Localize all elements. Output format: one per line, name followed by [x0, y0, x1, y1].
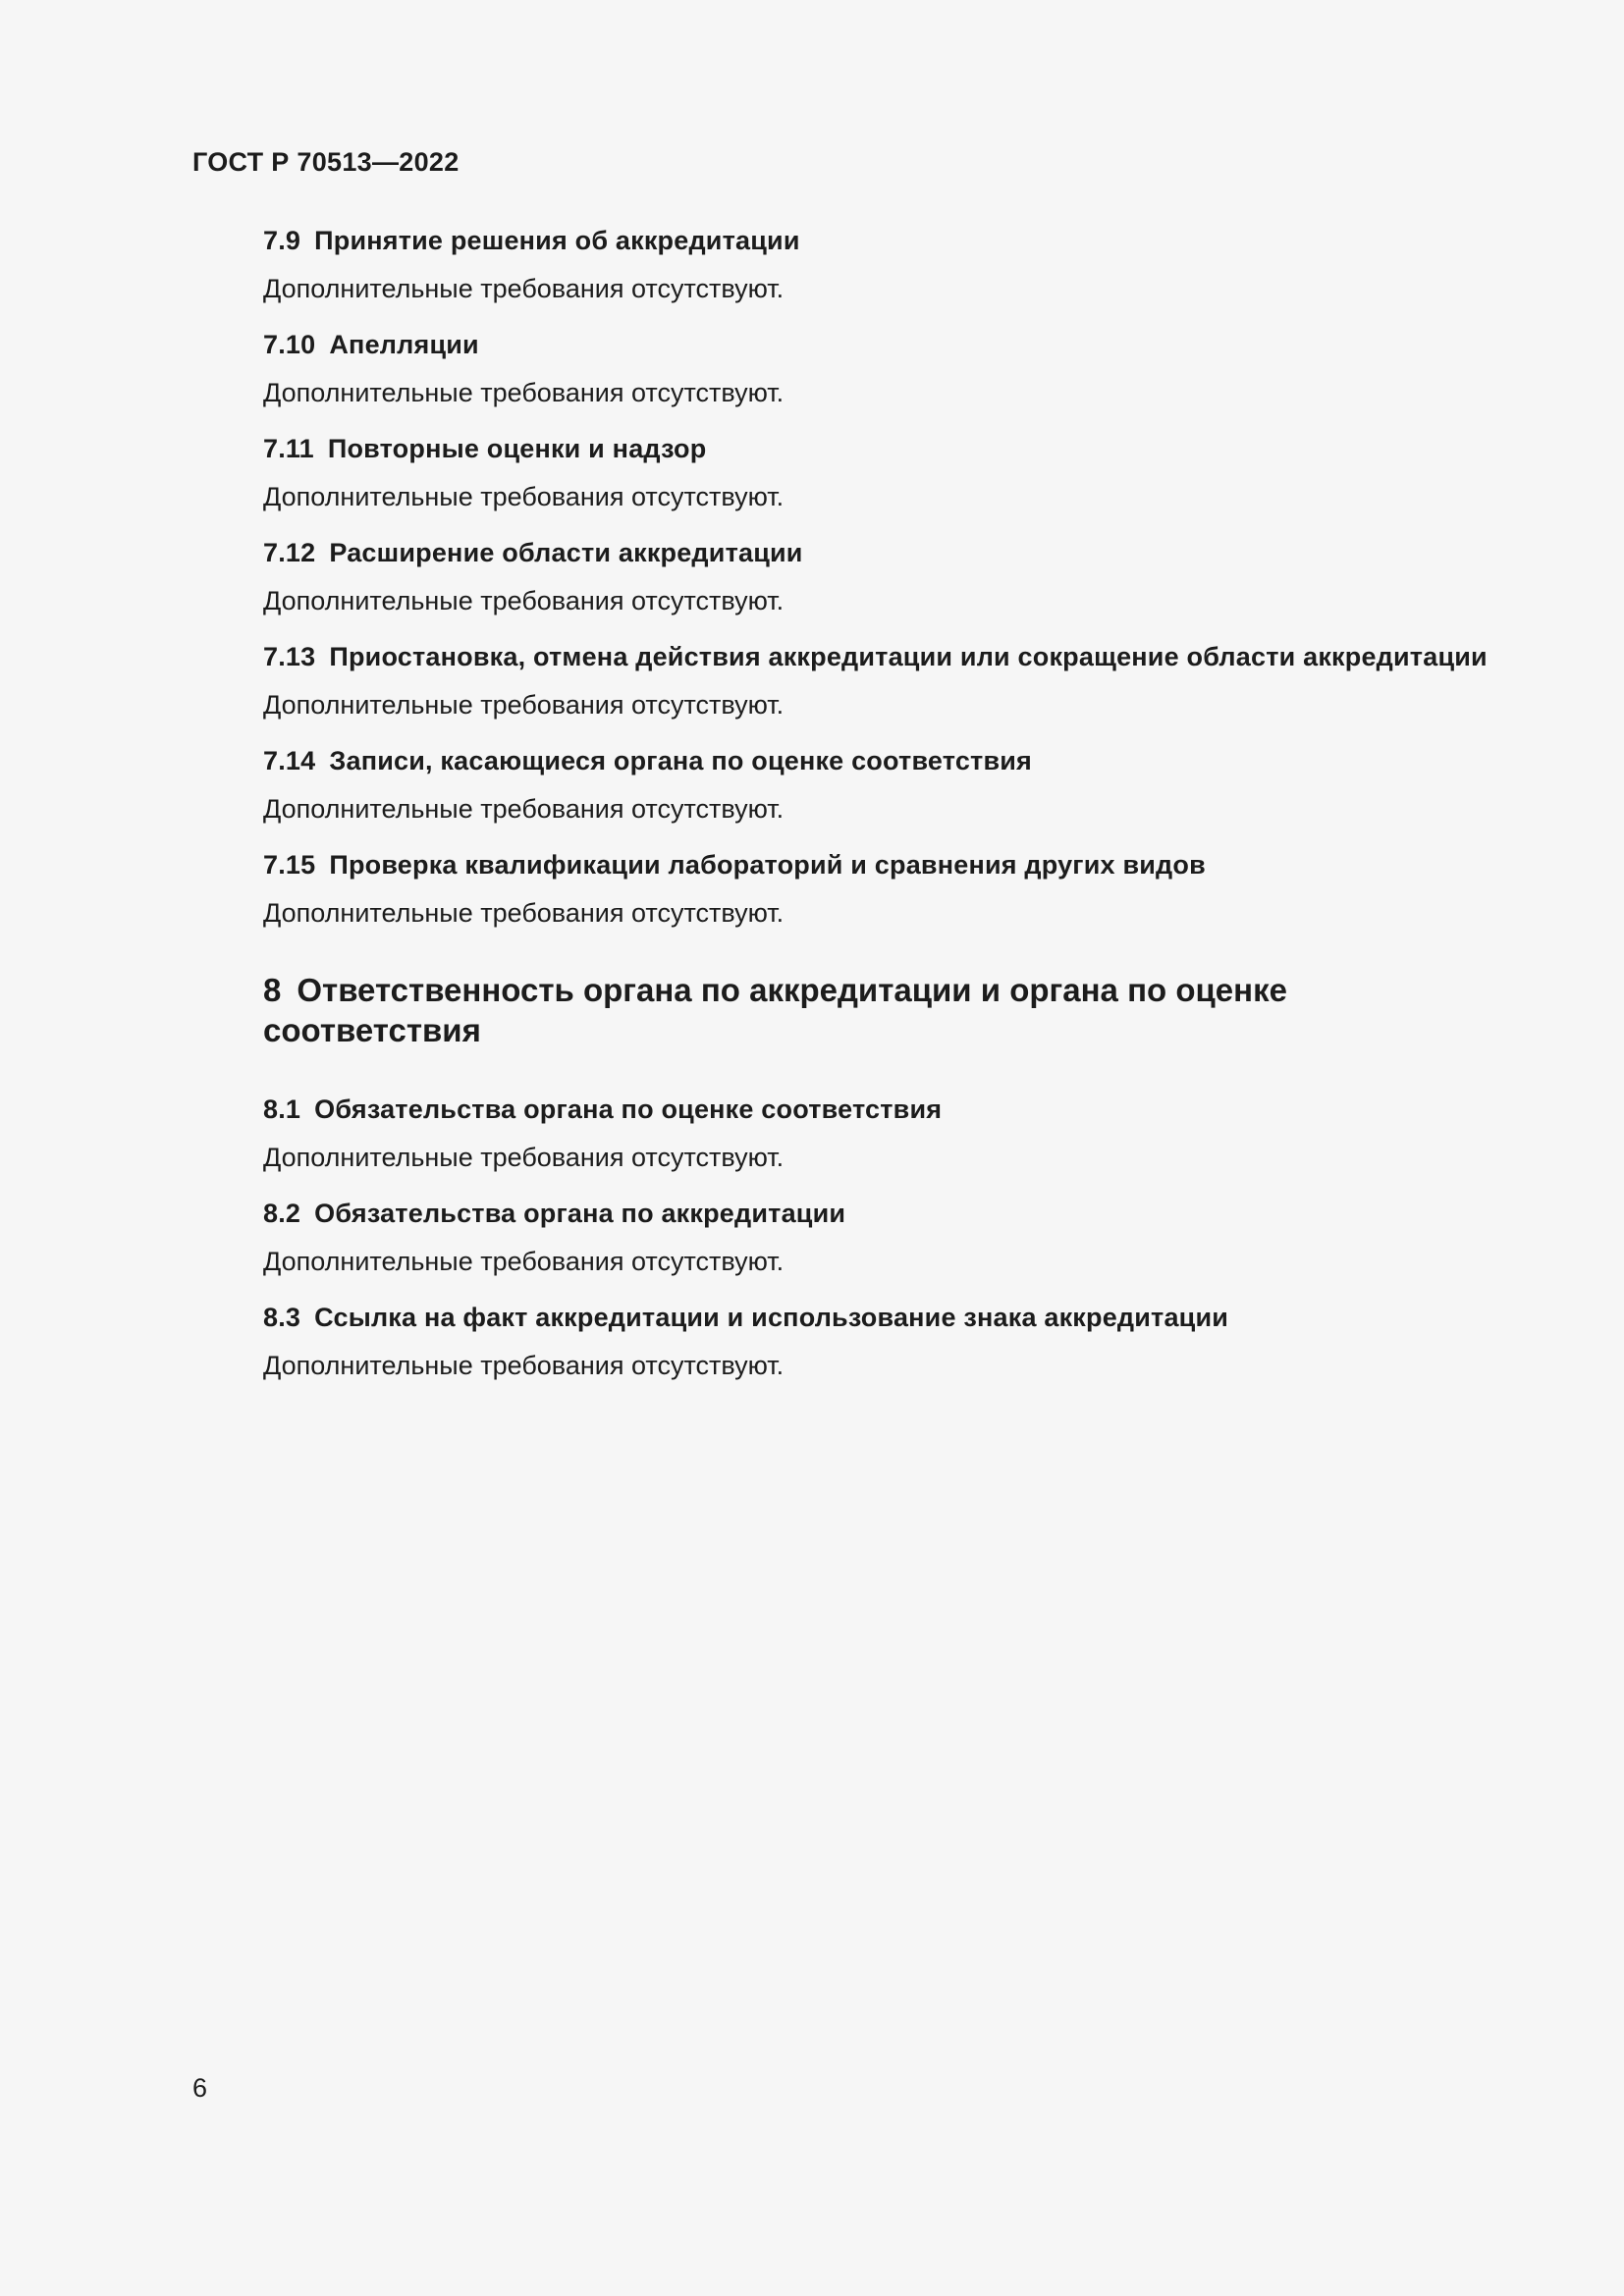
clause-number: 8.2	[263, 1199, 301, 1228]
clause-7-15	[263, 850, 1206, 928]
clause-8-1	[263, 1095, 943, 1172]
section-8	[263, 970, 1441, 1050]
section-heading	[263, 970, 1441, 1050]
clause-title: Расширение области аккредитации	[329, 538, 803, 567]
clause-heading	[263, 850, 1206, 881]
clause-heading	[263, 1303, 1228, 1333]
clause-7-14	[263, 746, 1033, 824]
clause-heading	[263, 330, 479, 360]
clause-number: 8.1	[263, 1095, 301, 1124]
clause-8-2	[263, 1199, 846, 1276]
clause-title: Проверка квалификации лабораторий и сравнения других видов	[329, 850, 1206, 880]
clause-7-12	[263, 538, 803, 615]
clause-body: Дополнительные требования отсутствуют.	[263, 690, 785, 720]
clause-heading	[263, 642, 1488, 672]
clause-number: 7.14	[263, 746, 316, 775]
clause-title: Повторные оценки и надзор	[327, 434, 707, 463]
clause-title: Принятие решения об аккредитации	[314, 226, 800, 255]
clause-number: 7.11	[263, 434, 314, 463]
clause-title: Апелляции	[329, 330, 479, 359]
clause-heading	[263, 434, 706, 464]
page-number: 6	[192, 2073, 208, 2103]
clause-title: Обязательства органа по оценке соответствия	[314, 1095, 943, 1124]
section-title-line2: соответствия	[263, 1012, 481, 1048]
clause-heading	[263, 746, 1032, 776]
clause-heading	[263, 538, 803, 568]
section-number: 8	[263, 972, 282, 1008]
clause-7-13	[263, 642, 1488, 720]
clause-number: 7.12	[263, 538, 316, 567]
clause-number: 7.10	[263, 330, 316, 359]
clause-body: Дополнительные требования отсутствуют.	[263, 378, 785, 407]
clause-title: Приостановка, отмена действия аккредитации или сокращение области аккредитации	[329, 642, 1488, 671]
clause-title: Записи, касающиеся органа по оценке соответствия	[329, 746, 1033, 775]
clause-title: Ссылка на факт аккредитации и использование знака аккредитации	[314, 1303, 1229, 1332]
clause-body: Дополнительные требования отсутствуют.	[263, 274, 785, 303]
clause-body: Дополнительные требования отсутствуют.	[263, 1247, 785, 1276]
clause-number: 7.13	[263, 642, 316, 671]
clause-body: Дополнительные требования отсутствуют.	[263, 898, 785, 928]
clause-body: Дополнительные требования отсутствуют.	[263, 1351, 785, 1380]
clause-heading	[263, 1095, 942, 1125]
clause-body: Дополнительные требования отсутствуют.	[263, 1143, 785, 1172]
clause-8-3	[263, 1303, 1229, 1380]
clause-title: Обязательства органа по аккредитации	[314, 1199, 846, 1228]
clause-7-9	[263, 226, 800, 303]
clause-body: Дополнительные требования отсутствуют.	[263, 794, 785, 824]
clause-number: 7.15	[263, 850, 316, 880]
clause-number: 8.3	[263, 1303, 301, 1332]
clause-7-11	[263, 434, 785, 511]
clause-number: 7.9	[263, 226, 301, 255]
document-designation: ГОСТ Р 70513—2022	[192, 147, 460, 177]
clause-heading	[263, 226, 800, 256]
clause-heading	[263, 1199, 845, 1229]
section-title-line1: Ответственность органа по аккредитации и органа по оценке	[297, 972, 1287, 1008]
clause-body: Дополнительные требования отсутствуют.	[263, 586, 785, 615]
clause-body: Дополнительные требования отсутствуют.	[263, 482, 785, 511]
clause-7-10	[263, 330, 785, 407]
